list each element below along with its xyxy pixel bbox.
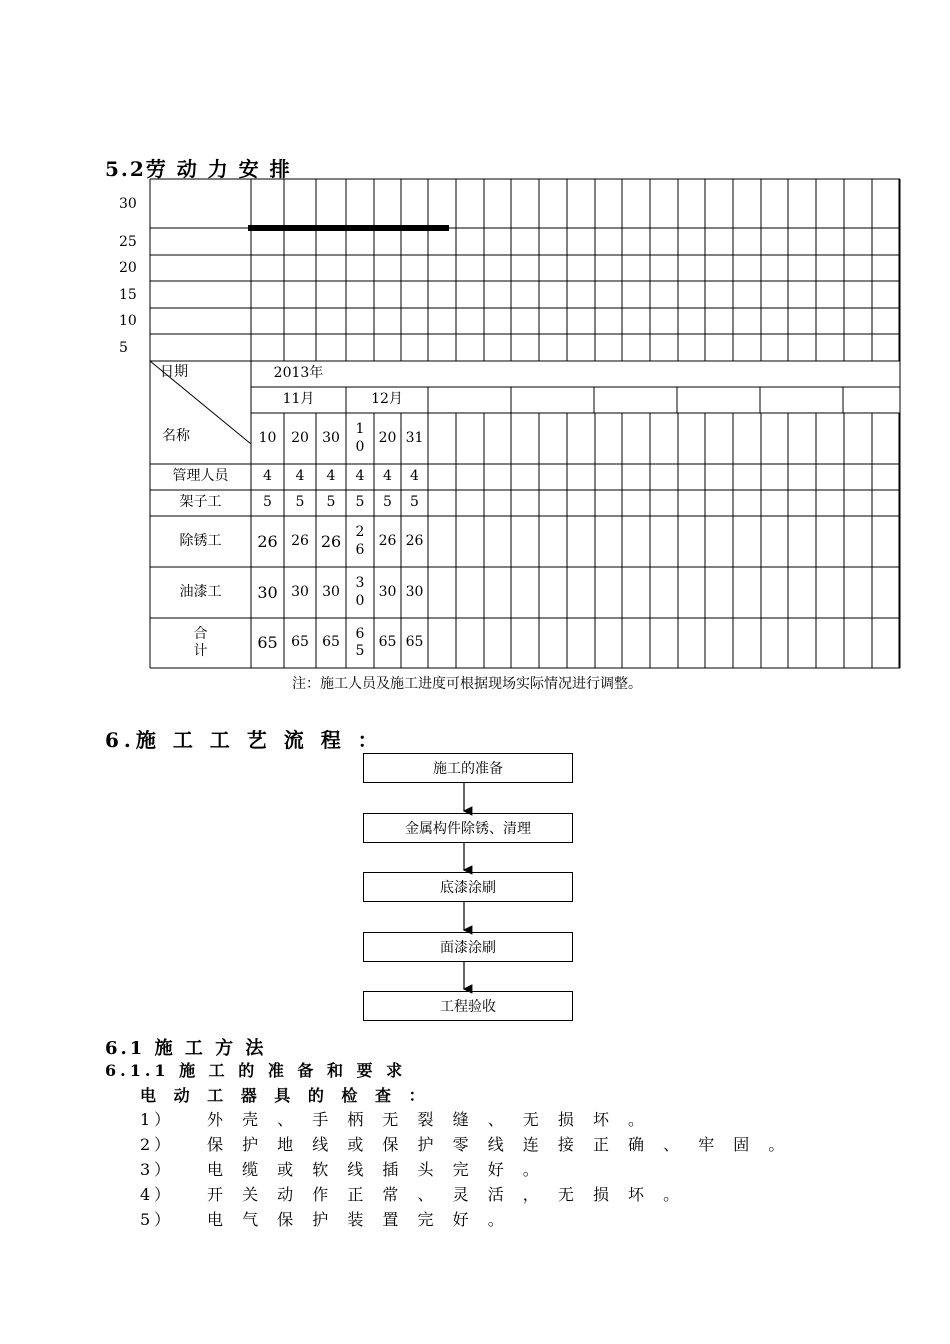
- header-day: 20: [291, 429, 309, 446]
- check-item-text: 电 气 保 护 装 置 完 好 。: [207, 1210, 511, 1229]
- row-value: 30: [322, 583, 340, 600]
- row-value: 4: [263, 468, 272, 485]
- row-value: 5: [326, 494, 336, 511]
- header-year: 2013年: [273, 365, 324, 382]
- diag-header-name: 名称: [162, 428, 190, 445]
- diag-header-date: 日期: [160, 364, 188, 381]
- y-axis-label: 30: [119, 196, 137, 212]
- row-value: 5: [383, 494, 392, 511]
- row-value: 65: [378, 634, 397, 651]
- y-axis-label: 20: [119, 260, 137, 276]
- flow-step-primer: 底漆涂刷: [363, 872, 573, 902]
- row-value: 65: [322, 634, 340, 651]
- row-name: 除锈工: [179, 532, 222, 549]
- row-value: 26: [320, 531, 342, 551]
- row-value: 26: [257, 531, 278, 551]
- row-value: 30: [291, 583, 309, 600]
- row-value: 5: [355, 494, 365, 511]
- row-value: 65: [405, 634, 424, 651]
- row-value: 30: [378, 583, 397, 600]
- row-value: 65: [291, 634, 309, 651]
- row-value: 4: [383, 468, 392, 485]
- row-value: 6 5: [355, 625, 365, 659]
- row-value: 5: [263, 494, 272, 511]
- row-value: 26: [405, 532, 424, 549]
- row-value: 26: [378, 532, 397, 549]
- row-value: 5: [295, 494, 305, 511]
- header-day: 1 0: [355, 421, 365, 455]
- check-item-number: 2）: [140, 1135, 175, 1154]
- header-month-nov: 11月: [282, 391, 315, 408]
- check-item-text: 电 缆 或 软 线 插 头 完 好 。: [207, 1160, 546, 1179]
- check-item-number: 5）: [140, 1210, 175, 1229]
- row-value: 5: [410, 494, 419, 511]
- row-value: 2 6: [355, 524, 365, 558]
- header-day: 10: [258, 429, 277, 446]
- y-axis-label: 25: [119, 234, 137, 250]
- header-month-dec: 12月: [371, 391, 403, 408]
- row-value: 26: [291, 532, 309, 549]
- flow-step-derusting: 金属构件除锈、清理: [363, 813, 573, 843]
- row-name: 管理人员: [172, 468, 229, 485]
- section-heading-process: 6.施 工 工 艺 流 程 ：: [105, 728, 383, 752]
- check-item-number: 1）: [140, 1110, 175, 1129]
- table-note: 注：施工人员及施工进度可根据现场实际情况进行调整。: [292, 676, 642, 692]
- section-heading-prep: 6.1.1 施 工 的 准 备 和 要 求: [105, 1061, 407, 1080]
- row-value: 4: [355, 468, 365, 485]
- y-axis-label: 10: [119, 313, 137, 329]
- flow-step-preparation: 施工的准备: [363, 753, 573, 783]
- flow-step-topcoat: 面漆涂刷: [363, 932, 573, 962]
- check-item-text: 外 壳 、 手 柄 无 裂 缝 、 无 损 坏 。: [207, 1110, 652, 1129]
- row-value: 4: [326, 468, 336, 485]
- check-item-text: 保 护 地 线 或 保 护 零 线 连 接 正 确 、 牢 固 。: [207, 1135, 792, 1154]
- row-value: 65: [257, 633, 278, 652]
- row-value: 30: [405, 583, 424, 600]
- flow-step-acceptance: 工程验收: [363, 991, 573, 1021]
- section-heading-method: 6.1 施 工 方 法: [105, 1038, 267, 1059]
- check-item-number: 4）: [140, 1185, 175, 1204]
- row-name: 架子工: [179, 494, 222, 511]
- check-title: 电 动 工 器 具 的 检 查 ：: [140, 1086, 431, 1105]
- check-item-number: 3）: [140, 1160, 175, 1179]
- check-item-text: 开 关 动 作 正 常 、 灵 活 ， 无 损 坏 。: [207, 1185, 687, 1204]
- header-day: 31: [405, 429, 424, 446]
- y-axis-label: 15: [119, 287, 137, 303]
- header-day: 20: [378, 429, 397, 446]
- section-heading-labor: 5.2劳 动 力 安 排: [105, 157, 292, 181]
- row-value: 4: [295, 468, 305, 485]
- row-name: 油漆工: [179, 583, 222, 600]
- row-value: 3 0: [355, 575, 365, 609]
- row-value: 30: [257, 582, 278, 602]
- row-name: 合 计: [193, 625, 208, 659]
- y-axis-label: 5: [119, 340, 128, 356]
- header-day: 30: [322, 429, 340, 446]
- row-value: 4: [410, 468, 419, 485]
